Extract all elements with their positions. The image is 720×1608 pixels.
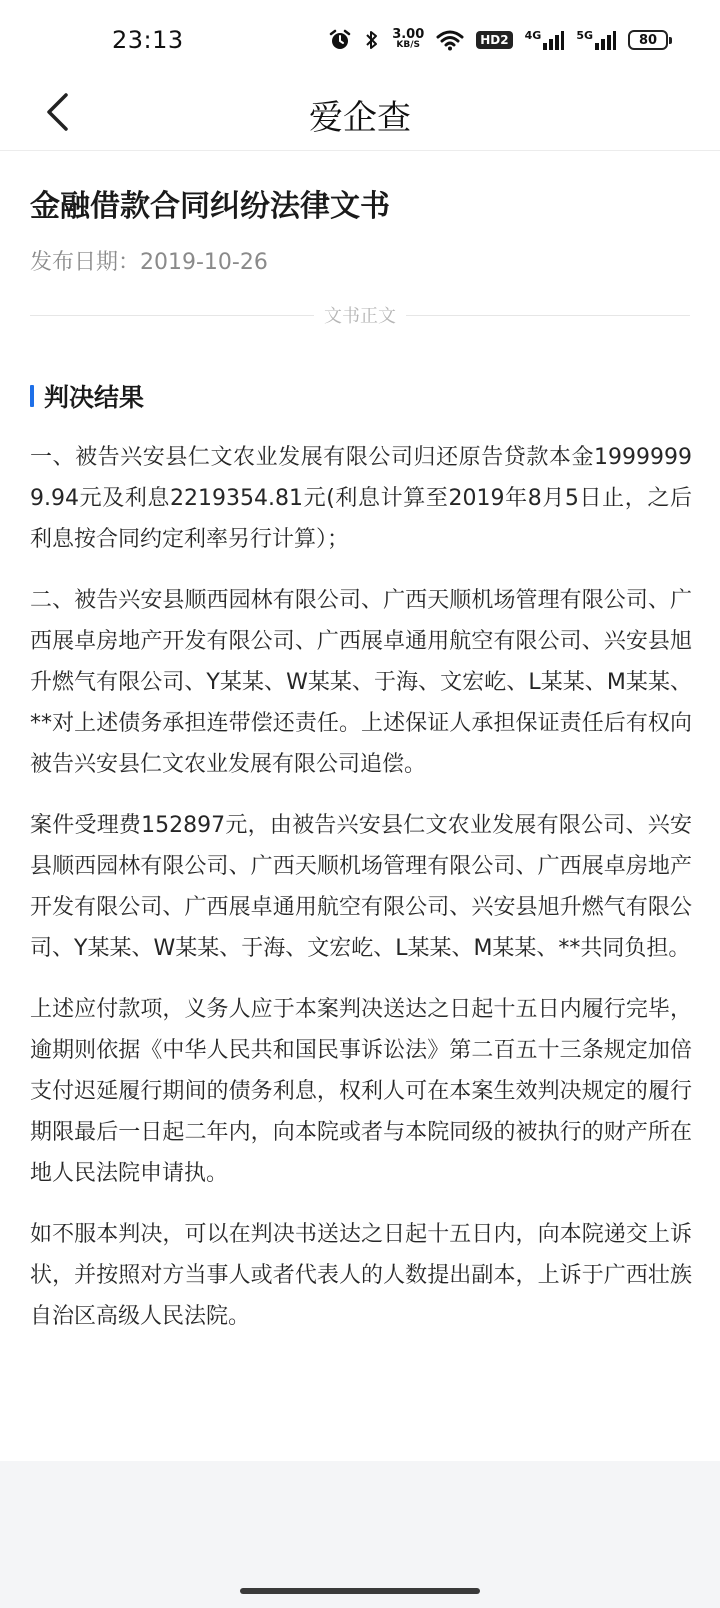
paragraph: 一、被告兴安县仁文农业发展有限公司归还原告贷款本金19999999.94元及利息2219354.81元(利息计算至2019年8月5日止，之后利息按合同约定利率另行计算）； — [30, 445, 692, 552]
status-bar — [0, 0, 720, 80]
publish-date: 发布日期：2019-10-26 — [30, 250, 268, 275]
signal-5g-icon — [576, 29, 616, 51]
section-heading-text: 判决结果 — [44, 383, 145, 412]
section-heading — [30, 381, 144, 411]
alarm-icon — [328, 28, 352, 52]
hd-label: HD2 — [476, 31, 512, 49]
document-title: 金融借款合同纠纷法律文书 — [30, 189, 390, 224]
divider-line-right — [406, 315, 690, 316]
paragraph: 案件受理费152897元，由被告兴安县仁文农业发展有限公司、兴安县顺西园林有限公司、广西天顺机场管理有限公司、广西展卓房地产开发有限公司、广西展卓通用航空有限公司、兴安县旭升燃气有限公司、Y某某、W某某、于海、文宏屹、L某某、M某某、**共同负担。 — [30, 813, 692, 961]
section-accent-bar — [30, 385, 34, 407]
cell1-label: 4G — [524, 29, 542, 42]
document-content — [0, 151, 720, 1461]
section-divider — [30, 301, 690, 329]
status-icons — [328, 24, 668, 56]
wifi-icon — [436, 29, 464, 51]
cell2-label: 5G — [576, 29, 593, 42]
paragraph: 二、被告兴安县顺西园林有限公司、广西天顺机场管理有限公司、广西展卓房地产开发有限公司、广西展卓通用航空有限公司、兴安县旭升燃气有限公司、Y某某、W某某、于海、文宏屹、L某某、M某某、**对上述债务承担连带偿还责任。上述保证人承担保证责任后有权向被告兴安县仁文农业发展有限公司追偿。 — [30, 588, 692, 777]
divider-label: 文书正文 — [324, 306, 396, 327]
gesture-bar[interactable] — [240, 1588, 480, 1594]
net-speed-unit: KB/S — [396, 40, 421, 50]
signal-4g-icon — [525, 29, 565, 51]
battery-level: 80 — [638, 32, 658, 48]
bluetooth-icon — [364, 28, 380, 52]
paragraph: 上述应付款项，义务人应于本案判决送达之日起十五日内履行完毕，逾期则依据《中华人民共和国民事诉讼法》第二百五十三条规定加倍支付迟延履行期间的债务利息，权利人可在本案生效判决规定的履行期限最后一日起二年内，向本院或者与本院同级的被执行的财产所在地人民法院申请执。 — [30, 997, 692, 1186]
status-time: 23:13 — [112, 26, 184, 54]
nav-bar — [0, 80, 720, 151]
divider-line-left — [30, 315, 314, 316]
net-speed — [392, 29, 424, 51]
net-speed-value: 3.00 — [392, 27, 425, 42]
judgment-paragraphs — [30, 437, 692, 1357]
battery-icon — [628, 30, 668, 50]
hd-icon — [476, 31, 512, 49]
page-title: 爱企查 — [309, 98, 411, 138]
paragraph: 如不服本判决，可以在判决书送达之日起十五日内，向本院递交上诉状，并按照对方当事人或者代表人的人数提出副本，上诉于广西壮族自治区高级人民法院。 — [30, 1222, 692, 1329]
